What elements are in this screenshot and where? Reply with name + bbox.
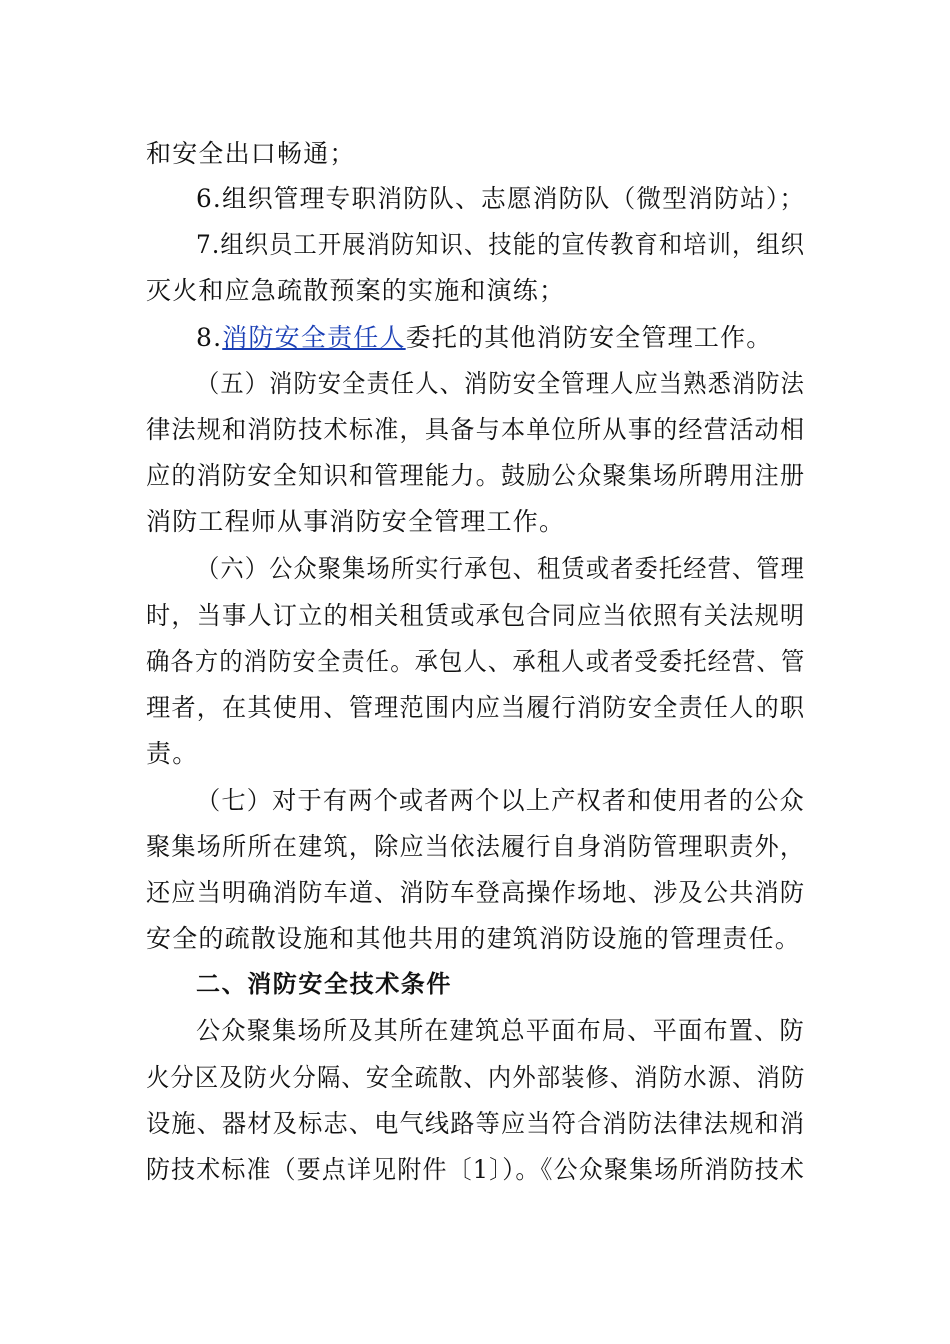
section2-line-4: 防技术标准（要点详见附件〔1〕）。《公众聚集场所消防技术: [146, 1155, 805, 1184]
item5-tail-line: 和安全出口畅通；: [146, 139, 356, 168]
para6-line-2: 时，当事人订立的相关租赁或承包合同应当依照有关法规明: [146, 601, 806, 630]
para6-line-3: 确各方的消防安全责任。承包人、承租人或者受委托经营、管: [146, 647, 806, 676]
item8-line: [196, 322, 772, 354]
para5-line-2: 律法规和消防技术标准，具备与本单位所从事的经营活动相: [146, 415, 806, 444]
item6-line: 6.组织管理专职消防队、志愿消防队（微型消防站）；: [196, 184, 806, 213]
section2-heading: 二、消防安全技术条件: [196, 970, 452, 998]
para5-line-4: 消防工程师从事消防安全管理工作。: [146, 507, 566, 536]
section2-line-1: 公众聚集场所及其所在建筑总平面布局、平面布置、防: [196, 1016, 805, 1045]
responsible-person-link[interactable]: 消防安全责任人: [222, 323, 406, 352]
para6-line-4: 理者，在其使用、管理范围内应当履行消防安全责任人的职: [146, 693, 806, 722]
item7-line-1: 7.组织员工开展消防知识、技能的宣传教育和培训，组织: [196, 230, 806, 259]
section2-line-2: 火分区及防火分隔、安全疏散、内外部装修、消防水源、消防: [146, 1063, 806, 1092]
para5-line-3: 应的消防安全知识和管理能力。鼓励公众聚集场所聘用注册: [146, 461, 806, 490]
para5-line-1: （五）消防安全责任人、消防安全管理人应当熟悉消防法: [196, 369, 806, 398]
section2-line-3: 设施、器材及标志、电气线路等应当符合消防法律法规和消: [146, 1109, 806, 1138]
para6-line-1: （六）公众聚集场所实行承包、租赁或者委托经营、管理: [196, 554, 806, 583]
para7-line-3: 还应当明确消防车道、消防车登高操作场地、涉及公共消防: [146, 878, 806, 907]
item7-line-2: 灭火和应急疏散预案的实施和演练；: [146, 276, 566, 305]
para7-line-4: 安全的疏散设施和其他共用的建筑消防设施的管理责任。: [146, 924, 802, 953]
para7-line-1: （七）对于有两个或者两个以上产权者和使用者的公众: [196, 786, 805, 815]
item8-prefix: 8.: [196, 323, 223, 352]
para7-line-2: 聚集场所所在建筑，除应当依法履行自身消防管理职责外，: [146, 832, 806, 861]
para6-line-5: 责。: [146, 739, 199, 768]
item8-suffix: 委托的其他消防安全管理工作。: [405, 323, 773, 352]
